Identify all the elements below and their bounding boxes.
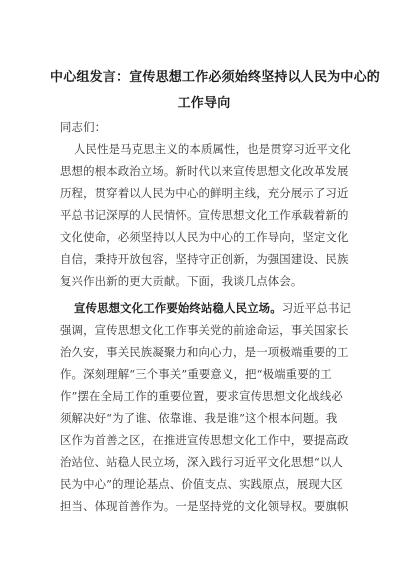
paragraph-line: 历程，贯穿着以人民为中心的鲜明主线，充分展示了习近	[60, 186, 349, 200]
paragraph-line: 自信，秉持开放包容，坚持守正创新，为强国建设、民族	[60, 252, 349, 266]
paragraph-line: 民为中心”的理论基点、价值支点、实践原点，展现大区	[60, 477, 343, 491]
paragraph-line: 须解决好“为了谁、依靠谁、我是谁”这个根本问题。我	[60, 411, 338, 425]
paragraph-line: 作”摆在全局工作的重要位置，要求宣传思想文化战线必	[60, 389, 343, 403]
paragraph-lead-tail: 习近平总书记	[281, 301, 351, 315]
paragraph-line: 担当、体现首善作为。一是坚持党的文化领导权。要旗帜	[60, 499, 349, 513]
document-title-line-1: 中心组发言：宣传思想工作必须始终坚持以人民为中心的	[50, 70, 381, 85]
paragraph-line: 复兴作出新的更大贡献。下面，我谈几点体会。	[60, 274, 303, 288]
paragraph-line: 强调，宣传思想文化工作事关党的前途命运，事关国家长	[60, 323, 349, 337]
document-title-line-2: 工作导向	[177, 96, 231, 111]
paragraph-line: 人民性是马克思主义的本质属性，也是贯穿习近平文化	[74, 142, 351, 156]
paragraph-line: 平总书记深厚的人民情怀。宣传思想文化工作承载着新的	[60, 208, 349, 222]
paragraph-line: 治站位、站稳人民立场，深入践行习近平文化思想“以人	[60, 455, 343, 469]
paragraph-line: 思想的根本政治立场。新时代以来宣传思想文化改革发展	[60, 164, 349, 178]
paragraph-line: 文化使命，必须坚持以人民为中心的工作导向，坚定文化	[60, 230, 349, 244]
paragraph-lead-heading: 宣传思想文化工作要始终站稳人民立场。	[74, 301, 282, 315]
paragraph-line: 区作为首善之区，在推进宣传思想文化工作中，要提高政	[60, 433, 349, 447]
paragraph-first-line	[74, 301, 351, 315]
salutation: 同志们：	[60, 120, 107, 134]
paragraph-line: 作。深刻理解“三个事关”重要意义，把“极端重要的工	[60, 367, 332, 381]
paragraph-line: 治久安，事关民族凝聚力和向心力，是一项极端重要的工	[60, 345, 349, 359]
